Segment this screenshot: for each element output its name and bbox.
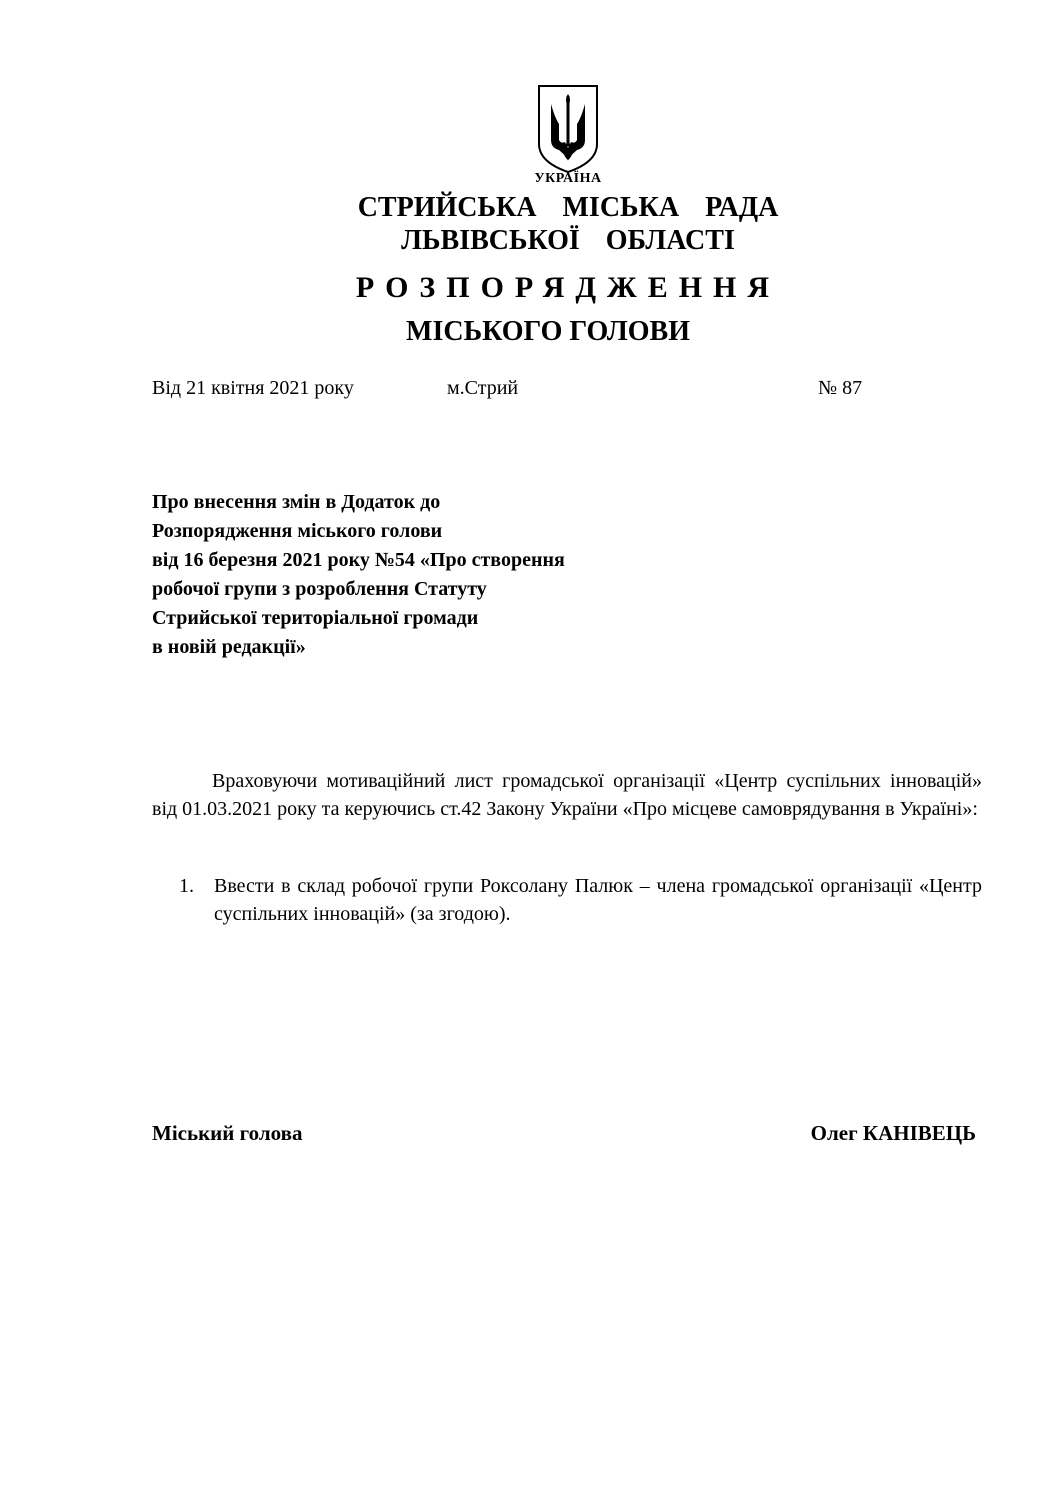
country-label: УКРАЇНА [534,171,602,186]
list-item-marker: 1. [179,875,194,897]
document-type: РОЗПОРЯДЖЕННЯ [355,271,781,304]
title-line: Розпорядження міського голови [152,520,443,542]
title-line: Про внесення змін в Додаток до [152,491,441,513]
document-date: Від 21 квітня 2021 року [152,377,354,399]
document-authority: МІСЬКОГО ГОЛОВИ [406,316,690,347]
title-line: від 16 березня 2021 року №54 «Про створення [152,549,565,571]
council-name-line-2: ЛЬВІВСЬКОЇ ОБЛАСТІ [401,225,735,256]
document-title [152,488,752,662]
coat-of-arms-icon [537,84,599,174]
list-item-text: Ввести в склад робочої групи Роксолану Палюк – члена громадської організації «Центр суспільних інновацій» (за згодою). [214,875,982,925]
preamble-paragraph: Враховуючи мотиваційний лист громадської організації «Центр суспільних інновацій» від 01.03.2021 року та керуючись ст.42 Закону України «Про місцеве самоврядування в Україні»: [152,770,982,820]
signatory-name: Олег КАНІВЕЦЬ [810,1121,976,1145]
title-line: робочої групи з розроблення Статуту [152,578,487,600]
document-number: № 87 [818,377,863,399]
list-item [152,872,982,928]
document-city: м.Стрий [447,377,519,399]
title-line: Стрийської територіальної громади [152,607,479,629]
council-name-line-1: СТРИЙСЬКА МІСЬКА РАДА [357,192,779,223]
signatory-position: Міський голова [152,1121,303,1145]
title-line: в новій редакції» [152,636,306,658]
